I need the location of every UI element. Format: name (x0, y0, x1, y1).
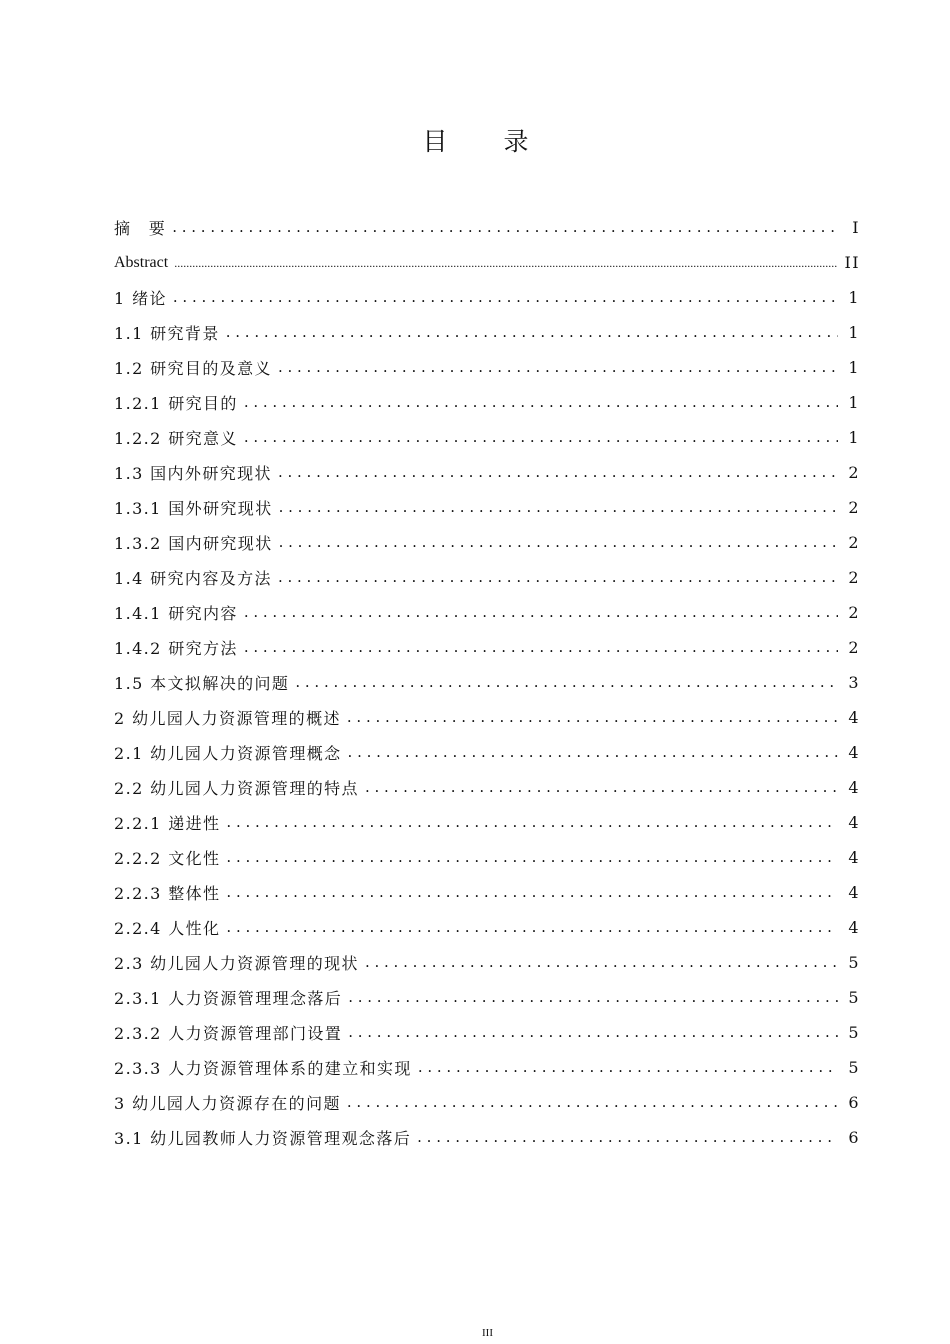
toc-entry-label: 1.4 研究内容及方法 (114, 569, 272, 588)
toc-entry-page: 4 (848, 918, 860, 937)
toc-leader-dots (226, 325, 838, 340)
toc-entry-page: 5 (848, 1023, 860, 1042)
toc-entry-page: 1 (848, 428, 860, 447)
toc-entry-label: 2.3.2 人力资源管理部门设置 (114, 1024, 343, 1043)
toc-leader-dots (174, 257, 836, 269)
toc-entry-label: 2.2.1 递进性 (114, 814, 221, 833)
toc-entry[interactable] (114, 945, 860, 980)
toc-leader-dots (365, 780, 838, 795)
toc-entry-label: 2.3 幼儿园人力资源管理的现状 (114, 954, 359, 973)
toc-leader-dots (244, 640, 838, 655)
toc-entry[interactable] (114, 980, 860, 1015)
toc-entry[interactable] (114, 525, 860, 560)
toc-leader-dots (295, 675, 838, 690)
toc-entry-page: 2 (848, 498, 860, 517)
toc-leader-dots (418, 1060, 838, 1075)
toc-entry-label: 2.2.4 人性化 (114, 919, 221, 938)
toc-entry-label: 2.3.1 人力资源管理理念落后 (114, 989, 343, 1008)
toc-leader-dots (347, 710, 838, 725)
toc-entry-label: 2.2 幼儿园人力资源管理的特点 (114, 779, 359, 798)
toc-entry-label: 1.2.2 研究意义 (114, 429, 238, 448)
toc-entry-label: 1.3.1 国外研究现状 (114, 499, 273, 518)
toc-leader-dots (348, 990, 838, 1005)
toc-entry[interactable] (114, 350, 860, 385)
toc-entry-page: 2 (848, 638, 860, 657)
toc-entry-page: 1 (848, 358, 860, 377)
toc-leader-dots (172, 220, 838, 235)
toc-entry-page: 4 (848, 778, 860, 797)
toc-leader-dots (347, 1095, 838, 1110)
toc-entry-label: 1 绪论 (114, 289, 167, 308)
toc-entry-label: 2 幼儿园人力资源管理的概述 (114, 709, 341, 728)
toc-entry-label: 1.1 研究背景 (114, 324, 220, 343)
toc-leader-dots (278, 360, 838, 375)
toc-entry[interactable] (114, 1085, 860, 1120)
toc-leader-dots (348, 745, 838, 760)
toc-entry[interactable] (114, 420, 860, 455)
toc-entry[interactable] (114, 1015, 860, 1050)
toc-leader-dots (417, 1130, 838, 1145)
toc-entry-page: 4 (848, 848, 860, 867)
toc-entry[interactable] (114, 770, 860, 805)
toc-entry-label: 1.2 研究目的及意义 (114, 359, 272, 378)
toc-entry[interactable] (114, 1120, 860, 1155)
toc-entry[interactable] (114, 385, 860, 420)
toc-entry-page: 5 (848, 953, 860, 972)
toc-entry-page: 4 (848, 708, 860, 727)
toc-entry-page: 2 (848, 533, 860, 552)
toc-entry[interactable] (114, 910, 860, 945)
toc-entry[interactable] (114, 490, 860, 525)
toc-entry-label: 3.1 幼儿园教师人力资源管理观念落后 (114, 1129, 412, 1148)
toc-entry-label: 2.2.3 整体性 (114, 884, 221, 903)
toc-leader-dots (226, 850, 838, 865)
toc-entry-page: 6 (848, 1128, 860, 1147)
toc-entry-page: 4 (848, 813, 860, 832)
toc-entry-page: 1 (848, 323, 860, 342)
toc-entry-page: 3 (848, 673, 860, 692)
toc-entry-label: 2.2.2 文化性 (114, 849, 221, 868)
toc-entry-label: 摘 要 (114, 219, 167, 238)
toc-leader-dots (244, 605, 838, 620)
toc-entry[interactable] (114, 805, 860, 840)
toc-entry-label: 2.1 幼儿园人力资源管理概念 (114, 744, 342, 763)
toc-entry[interactable] (114, 630, 860, 665)
toc-entry[interactable] (114, 700, 860, 735)
toc-entry-page: 1 (848, 393, 860, 412)
toc-entry-label: 2.3.3 人力资源管理体系的建立和实现 (114, 1059, 412, 1078)
toc-entry-label: Abstract (114, 253, 169, 271)
toc-entry-page: 2 (848, 463, 860, 482)
toc-entry[interactable] (114, 840, 860, 875)
toc-title: 目 录 (422, 127, 553, 156)
toc-entry-label: 1.5 本文拟解决的问题 (114, 674, 290, 693)
toc-entry-label: 3 幼儿园人力资源存在的问题 (114, 1094, 341, 1113)
toc-entry-label: 1.2.1 研究目的 (114, 394, 238, 413)
toc-entry-page: 1 (848, 288, 860, 307)
toc-leader-dots (279, 500, 838, 515)
toc-entry-label: 1.3 国内外研究现状 (114, 464, 272, 483)
toc-entry[interactable] (114, 245, 860, 280)
toc-leader-dots (244, 430, 838, 445)
toc-entry[interactable] (114, 595, 860, 630)
toc-entry-page: I (852, 218, 860, 237)
toc-leader-dots (244, 395, 838, 410)
toc-entry-page: 5 (848, 1058, 860, 1077)
toc-entry[interactable] (114, 280, 860, 315)
toc-entry-label: 1.4.1 研究内容 (114, 604, 238, 623)
toc-leader-dots (365, 955, 838, 970)
toc-entry-page: 4 (848, 743, 860, 762)
toc-entry-page: 2 (848, 603, 860, 622)
toc-entry[interactable] (114, 455, 860, 490)
toc-entry[interactable] (114, 210, 860, 245)
page-number-footer: III (482, 1327, 493, 1339)
toc-leader-dots (173, 290, 838, 305)
toc-entry[interactable] (114, 315, 860, 350)
toc-leader-dots (226, 920, 838, 935)
toc-entry-page: 4 (848, 883, 860, 902)
toc-entry-page: II (844, 253, 860, 272)
toc-entry[interactable] (114, 665, 860, 700)
toc-entry-label: 1.3.2 国内研究现状 (114, 534, 273, 553)
toc-leader-dots (226, 885, 838, 900)
toc-entry[interactable] (114, 560, 860, 595)
toc-entry-page: 6 (848, 1093, 860, 1112)
toc-entry-page: 2 (848, 568, 860, 587)
toc-entry[interactable] (114, 875, 860, 910)
toc-entry[interactable] (114, 735, 860, 770)
toc-leader-dots (278, 465, 838, 480)
toc-entry-page: 5 (848, 988, 860, 1007)
toc-entry[interactable] (114, 1050, 860, 1085)
toc-leader-dots (279, 535, 838, 550)
toc-entry-label: 1.4.2 研究方法 (114, 639, 238, 658)
toc-leader-dots (348, 1025, 838, 1040)
toc-leader-dots (226, 815, 838, 830)
toc-leader-dots (278, 570, 838, 585)
toc-list (114, 210, 860, 1155)
